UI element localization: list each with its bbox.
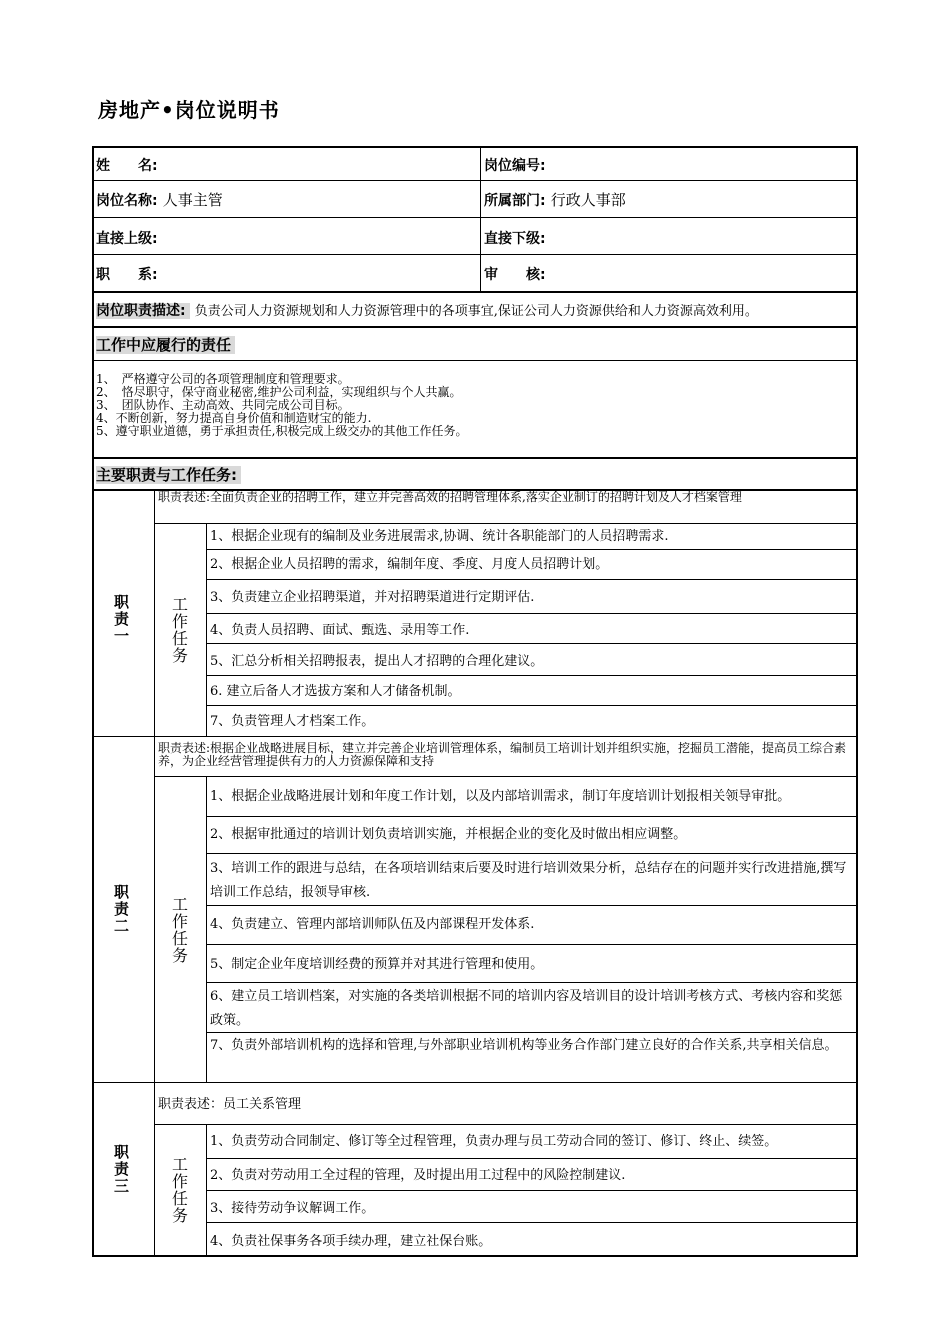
- page-title: 房地产•岗位说明书: [98, 98, 280, 122]
- list-item: 2、 恪尽职守，保守商业秘密,维护公司利益，实现组织与个人共赢。: [96, 385, 462, 399]
- table-top-border: [92, 146, 858, 148]
- row-line: [92, 457, 858, 459]
- duty1-label: 职责一: [114, 593, 130, 645]
- row-line: [92, 217, 858, 218]
- row-line: [206, 982, 858, 983]
- row-line: [206, 1222, 858, 1223]
- duty3-task-1: 1、负责劳动合同制定、修订等全过程管理，负责办理与员工劳动合同的签订、修订、终止、续签。: [210, 1134, 778, 1149]
- row-line: [154, 776, 858, 777]
- row-line: [92, 326, 858, 328]
- row-line: [154, 1124, 858, 1125]
- duty2-task-6: 6、建立员工培训档案，对实施的各类培训根据不同的培训内容及培训目的设计培训考核方式、考核内容和奖惩政策。: [210, 989, 843, 1028]
- dept-value: 行政人事部: [550, 191, 626, 209]
- row-line: [206, 1158, 858, 1159]
- code-label: 岗位编号:: [484, 158, 546, 174]
- row-line: [92, 180, 858, 181]
- main-duties-heading-row: [96, 464, 241, 485]
- list-item: 4、不断创新，努力提高自身价值和制造财宝的能力.: [96, 411, 372, 425]
- table-left-border: [92, 146, 94, 1257]
- row-line: [206, 579, 858, 580]
- subordinate-label: 直接下级:: [484, 231, 546, 247]
- row-line: [206, 1032, 858, 1033]
- duty2-summary: 职责表述:根据企业战略进展目标，建立并完善企业培训管理体系，编制员工培训计划并组织实施，挖掘员工潜能，提高员工综合素养，为企业经营管理提供有力的人力资源保障和支持: [158, 741, 847, 768]
- duty-label-divider: [154, 490, 155, 1255]
- duty3-task-2: 2、负责对劳动用工全过程的管理，及时提出用工过程中的风险控制建议.: [210, 1168, 626, 1183]
- duty1-task-2: 2、根据企业人员招聘的需求，编制年度、季度、月度人员招聘计划。: [210, 557, 609, 572]
- responsibilities-heading: 工作中应履行的责任: [96, 336, 235, 354]
- row-line: [154, 523, 858, 524]
- superior-label: 直接上级:: [96, 231, 158, 247]
- duty1-task-3: 3、负责建立企业招聘渠道，并对招聘渠道进行定期评估.: [210, 590, 535, 605]
- row-line: [206, 549, 858, 550]
- row-line: [206, 905, 858, 906]
- responsibilities-heading-row: [96, 334, 235, 355]
- row-line: [92, 360, 858, 361]
- description-text: 负责公司人力资源规划和人力资源管理中的各项事宜,保证公司人力资源供给和人力资源高效利用。: [194, 304, 758, 319]
- description-row: [96, 300, 758, 320]
- row-line: [206, 613, 858, 614]
- duty1-task-1: 1、根据企业现有的编制及业务进展需求,协调、统计各职能部门的人员招聘需求.: [210, 529, 669, 544]
- task-label-divider: [206, 776, 207, 1082]
- duty2-task-4: 4、负责建立、管理内部培训师队伍及内部课程开发体系.: [210, 917, 535, 932]
- duty1-task-label: 工作任务: [172, 595, 189, 665]
- list-item: 3、 团队协作、主动高效、共同完成公司目标。: [96, 398, 350, 412]
- duty2-task-2: 2、根据审批通过的培训计划负责培训实施，并根据企业的变化及时做出相应调整。: [210, 827, 687, 842]
- list-item: 5、遵守职业道德，勇于承担责任,积极完成上级交办的其他工作任务。: [96, 424, 468, 438]
- duty1-task-7: 7、负责管理人才档案工作。: [210, 714, 375, 729]
- duty3-task-label: 工作任务: [172, 1155, 189, 1225]
- row-line: [206, 944, 858, 945]
- row-line: [206, 853, 858, 854]
- duty2-task-1: 1、根据企业战略进展计划和年度工作计划，以及内部培训需求，制订年度培训计划报相关领导审批。: [210, 789, 791, 804]
- duty3-summary: 职责表述：员工关系管理: [158, 1097, 302, 1112]
- duty3-task-3: 3、接待劳动争议解调工作。: [210, 1201, 375, 1216]
- row-line: [92, 736, 858, 737]
- duty1-task-5: 5、汇总分析相关招聘报表，提出人才招聘的合理化建议。: [210, 654, 544, 669]
- row-line: [92, 291, 858, 293]
- duty1-task-6: 6. 建立后备人才选拔方案和人才储备机制。: [210, 684, 461, 699]
- review-label: 审 核:: [484, 267, 546, 283]
- dept-field: [484, 189, 626, 210]
- duty2-task-5: 5、制定企业年度培训经费的预算并对其进行管理和使用。: [210, 957, 544, 972]
- duty3-label: 职责三: [114, 1143, 130, 1195]
- dept-label: 所属部门:: [484, 193, 546, 209]
- duty1-task-4: 4、负责人员招聘、面试、甄选、录用等工作.: [210, 623, 470, 638]
- job-description-table: [92, 146, 858, 1257]
- responsibilities-list: [96, 373, 846, 438]
- row-line: [206, 705, 858, 706]
- duty2-task-7: 7、负责外部培训机构的选择和管理,与外部职业培训机构等业务合作部门建立良好的合作关系,共享相关信息。: [210, 1038, 838, 1053]
- duty2-task-label: 工作任务: [172, 895, 189, 965]
- row-line: [206, 1190, 858, 1191]
- list-item: 1、 严格遵守公司的各项管理制度和管理要求。: [96, 372, 350, 386]
- row-line: [92, 1082, 858, 1083]
- row-line: [206, 643, 858, 644]
- post-label: 岗位名称:: [96, 193, 158, 209]
- post-value: 人事主管: [162, 191, 223, 209]
- row-line: [206, 816, 858, 817]
- description-label: 岗位职责描述:: [96, 303, 190, 319]
- table-right-border: [856, 146, 858, 1257]
- duty2-label: 职责二: [114, 883, 130, 935]
- table-bottom-border: [92, 1255, 858, 1257]
- row-line: [92, 254, 858, 255]
- main-duties-heading: 主要职责与工作任务:: [96, 466, 241, 484]
- post-field: [96, 189, 223, 210]
- header-divider: [480, 146, 481, 292]
- duty2-task-3: 3、培训工作的跟进与总结，在各项培训结束后要及时进行培训效果分析，总结存在的问题并实行改进措施,撰写培训工作总结，报领导审核.: [210, 861, 847, 900]
- duty3-task-4: 4、负责社保事务各项手续办理，建立社保台账。: [210, 1234, 492, 1249]
- row-line: [206, 675, 858, 676]
- name-label: 姓 名:: [96, 158, 158, 174]
- rank-label: 职 系:: [96, 267, 158, 283]
- duty1-summary: 职责表述:全面负责企业的招聘工作，建立并完善高效的招聘管理体系,落实企业制订的招聘计划及人才档案管理: [158, 490, 742, 504]
